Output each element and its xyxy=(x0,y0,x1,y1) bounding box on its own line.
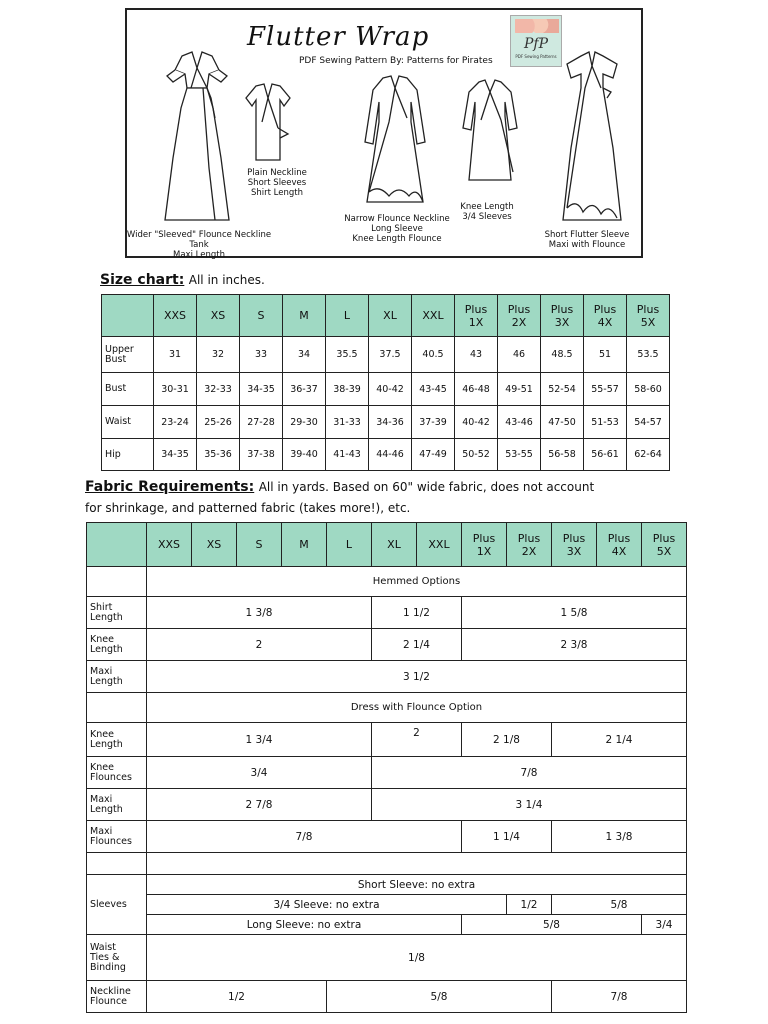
table-cell: 2 xyxy=(372,723,462,757)
table-cell: 23-24 xyxy=(154,406,197,439)
table-cell: 7/8 xyxy=(147,821,462,853)
caption-view-1: Wider "Sleeved" Flounce Neckline Tank Maxi Length xyxy=(126,230,272,260)
table-cell: 53.5 xyxy=(627,337,670,373)
pattern-title: Flutter Wrap xyxy=(247,22,430,52)
table-cell: 31 xyxy=(154,337,197,373)
table-cell: 1/8 xyxy=(147,935,687,981)
flower-icon xyxy=(515,19,559,33)
table-cell: 33 xyxy=(240,337,283,373)
table-cell: 3/4 xyxy=(147,757,372,789)
empty-cell xyxy=(87,567,147,597)
size-col-header: Plus 4X xyxy=(584,295,627,337)
size-col-header: Plus 3X xyxy=(541,295,584,337)
table-cell: 53-55 xyxy=(498,439,541,471)
table-cell: 2 1/4 xyxy=(552,723,687,757)
table-row xyxy=(87,821,687,853)
dress-illustration-maxi-tank xyxy=(147,48,247,226)
fabric-col-header: L xyxy=(327,523,372,567)
row-label: Upper Bust xyxy=(102,337,154,373)
table-cell: 41-43 xyxy=(326,439,369,471)
table-cell: 46-48 xyxy=(455,373,498,406)
dress-illustration-maxi-flounce xyxy=(547,48,637,226)
table-row xyxy=(87,723,687,757)
table-cell: 40-42 xyxy=(369,373,412,406)
fabric-corner xyxy=(87,523,147,567)
table-cell: 1 5/8 xyxy=(462,597,687,629)
table-cell: 29-30 xyxy=(283,406,326,439)
table-cell: 3 1/2 xyxy=(147,661,687,693)
table-cell: 1/2 xyxy=(147,981,327,1013)
table-row xyxy=(87,597,687,629)
fabric-col-header: Plus 1X xyxy=(462,523,507,567)
caption-view-3: Narrow Flounce Neckline Long Sleeve Knee Length Flounce xyxy=(344,214,450,244)
row-label: Waist Ties & Binding xyxy=(87,935,147,981)
table-cell: 56-61 xyxy=(584,439,627,471)
table-cell: 25-26 xyxy=(197,406,240,439)
size-col-header: XS xyxy=(197,295,240,337)
table-row xyxy=(87,661,687,693)
size-col-header: S xyxy=(240,295,283,337)
table-row xyxy=(87,875,687,895)
row-label: Maxi Length xyxy=(87,789,147,821)
table-row xyxy=(102,337,670,373)
table-cell: 58-60 xyxy=(627,373,670,406)
table-cell: 34-35 xyxy=(154,439,197,471)
table-cell: 36-37 xyxy=(283,373,326,406)
table-cell: 40-42 xyxy=(455,406,498,439)
table-cell: 30-31 xyxy=(154,373,197,406)
size-col-header: Plus 2X xyxy=(498,295,541,337)
empty-cell xyxy=(87,693,147,723)
table-cell: Short Sleeve: no extra xyxy=(147,875,687,895)
table-cell: 52-54 xyxy=(541,373,584,406)
table-cell: 5/8 xyxy=(462,915,642,935)
table-cell: 3/4 Sleeve: no extra xyxy=(147,895,507,915)
table-cell: 37-38 xyxy=(240,439,283,471)
shirt-illustration xyxy=(242,80,294,170)
table-cell: 2 1/4 xyxy=(372,629,462,661)
size-chart-table xyxy=(101,294,670,471)
fabric-col-header: M xyxy=(282,523,327,567)
table-cell: 3 1/4 xyxy=(372,789,687,821)
row-label: Hip xyxy=(102,439,154,471)
table-cell: 7/8 xyxy=(552,981,687,1013)
fabric-col-header: Plus 5X xyxy=(642,523,687,567)
size-chart-title: Size chart: xyxy=(100,272,185,288)
row-label: Neckline Flounce xyxy=(87,981,147,1013)
fabric-note xyxy=(85,500,410,516)
size-col-header: M xyxy=(283,295,326,337)
table-cell: 56-58 xyxy=(541,439,584,471)
row-label: Maxi Length xyxy=(87,661,147,693)
table-cell: 3/4 xyxy=(642,915,687,935)
section-dress-flounce: Dress with Flounce Option xyxy=(147,693,687,723)
spacer-row xyxy=(147,853,687,875)
dress-illustration-knee xyxy=(455,76,525,186)
fabric-col-header: Plus 4X xyxy=(597,523,642,567)
table-cell: 32-33 xyxy=(197,373,240,406)
fabric-heading xyxy=(85,479,594,495)
empty-cell xyxy=(87,853,147,875)
table-cell: 1 1/4 xyxy=(462,821,552,853)
fabric-title: Fabric Requirements: xyxy=(85,479,255,495)
logo-subtext: PDF Sewing Patterns xyxy=(515,54,557,59)
size-col-header: Plus 1X xyxy=(455,295,498,337)
fabric-col-header: Plus 2X xyxy=(507,523,552,567)
table-cell: 7/8 xyxy=(372,757,687,789)
row-label: Waist xyxy=(102,406,154,439)
table-cell: 39-40 xyxy=(283,439,326,471)
table-cell: Long Sleeve: no extra xyxy=(147,915,462,935)
table-cell: 32 xyxy=(197,337,240,373)
table-cell: 35.5 xyxy=(326,337,369,373)
table-cell: 1 3/4 xyxy=(147,723,372,757)
table-cell: 2 1/8 xyxy=(462,723,552,757)
table-cell: 34-35 xyxy=(240,373,283,406)
table-cell: 1 3/8 xyxy=(147,597,372,629)
fabric-col-header: XXL xyxy=(417,523,462,567)
table-cell: 44-46 xyxy=(369,439,412,471)
table-cell: 1/2 xyxy=(507,895,552,915)
table-cell: 38-39 xyxy=(326,373,369,406)
row-label: Knee Flounces xyxy=(87,757,147,789)
row-label: Maxi Flounces xyxy=(87,821,147,853)
table-cell: 37-39 xyxy=(412,406,455,439)
table-cell: 1 1/2 xyxy=(372,597,462,629)
fabric-col-header: S xyxy=(237,523,282,567)
table-row xyxy=(102,373,670,406)
table-row xyxy=(87,981,687,1013)
table-cell: 55-57 xyxy=(584,373,627,406)
size-corner xyxy=(102,295,154,337)
size-col-header: Plus 5X xyxy=(627,295,670,337)
logo-text: PfP xyxy=(523,36,549,52)
table-cell: 54-57 xyxy=(627,406,670,439)
table-row xyxy=(87,895,687,915)
fabric-col-header: Plus 3X xyxy=(552,523,597,567)
fabric-col-header: XS xyxy=(192,523,237,567)
table-cell: 43-45 xyxy=(412,373,455,406)
table-cell: 47-49 xyxy=(412,439,455,471)
table-cell: 51-53 xyxy=(584,406,627,439)
fabric-col-header: XXS xyxy=(147,523,192,567)
table-cell: 47-50 xyxy=(541,406,584,439)
fabric-requirements-table xyxy=(86,522,687,1013)
table-cell: 31-33 xyxy=(326,406,369,439)
dress-illustration-knee-flounce xyxy=(355,72,435,212)
table-cell: 46 xyxy=(498,337,541,373)
size-chart-note: All in inches. xyxy=(188,273,265,287)
table-cell: 35-36 xyxy=(197,439,240,471)
row-label: Knee Length xyxy=(87,723,147,757)
size-col-header: XXS xyxy=(154,295,197,337)
row-label: Knee Length xyxy=(87,629,147,661)
table-cell: 34-36 xyxy=(369,406,412,439)
table-row xyxy=(102,406,670,439)
table-cell: 2 7/8 xyxy=(147,789,372,821)
caption-view-4: Knee Length 3/4 Sleeves xyxy=(460,202,514,222)
caption-view-2: Plain Neckline Short Sleeves Shirt Length xyxy=(247,168,307,198)
table-cell: 37.5 xyxy=(369,337,412,373)
table-cell: 48.5 xyxy=(541,337,584,373)
size-col-header: XL xyxy=(369,295,412,337)
table-row xyxy=(87,757,687,789)
caption-view-5: Short Flutter Sleeve Maxi with Flounce xyxy=(544,230,630,250)
table-cell: 2 3/8 xyxy=(462,629,687,661)
table-row xyxy=(87,935,687,981)
row-label: Bust xyxy=(102,373,154,406)
pattern-header xyxy=(125,8,643,258)
table-cell: 5/8 xyxy=(552,895,687,915)
table-row xyxy=(102,439,670,471)
size-col-header: L xyxy=(326,295,369,337)
table-cell: 2 xyxy=(147,629,372,661)
table-cell: 40.5 xyxy=(412,337,455,373)
fabric-note-line-1: All in yards. Based on 60" wide fabric, does not account xyxy=(258,480,595,494)
table-cell: 1 3/8 xyxy=(552,821,687,853)
table-cell: 34 xyxy=(283,337,326,373)
table-cell: 43-46 xyxy=(498,406,541,439)
table-cell: 5/8 xyxy=(327,981,552,1013)
table-cell: 50-52 xyxy=(455,439,498,471)
row-label: Shirt Length xyxy=(87,597,147,629)
size-chart-heading xyxy=(100,272,265,288)
row-label: Sleeves xyxy=(87,875,147,935)
table-cell: 49-51 xyxy=(498,373,541,406)
table-row xyxy=(87,789,687,821)
table-cell: 51 xyxy=(584,337,627,373)
table-cell: 27-28 xyxy=(240,406,283,439)
section-hemmed-options: Hemmed Options xyxy=(147,567,687,597)
table-cell: 62-64 xyxy=(627,439,670,471)
fabric-note-line-2: for shrinkage, and patterned fabric (takes more!), etc. xyxy=(85,501,411,515)
pattern-subtitle: PDF Sewing Pattern By: Patterns for Pirates xyxy=(299,56,493,66)
table-row xyxy=(87,915,687,935)
table-row xyxy=(87,629,687,661)
fabric-col-header: XL xyxy=(372,523,417,567)
size-col-header: XXL xyxy=(412,295,455,337)
table-cell: 43 xyxy=(455,337,498,373)
